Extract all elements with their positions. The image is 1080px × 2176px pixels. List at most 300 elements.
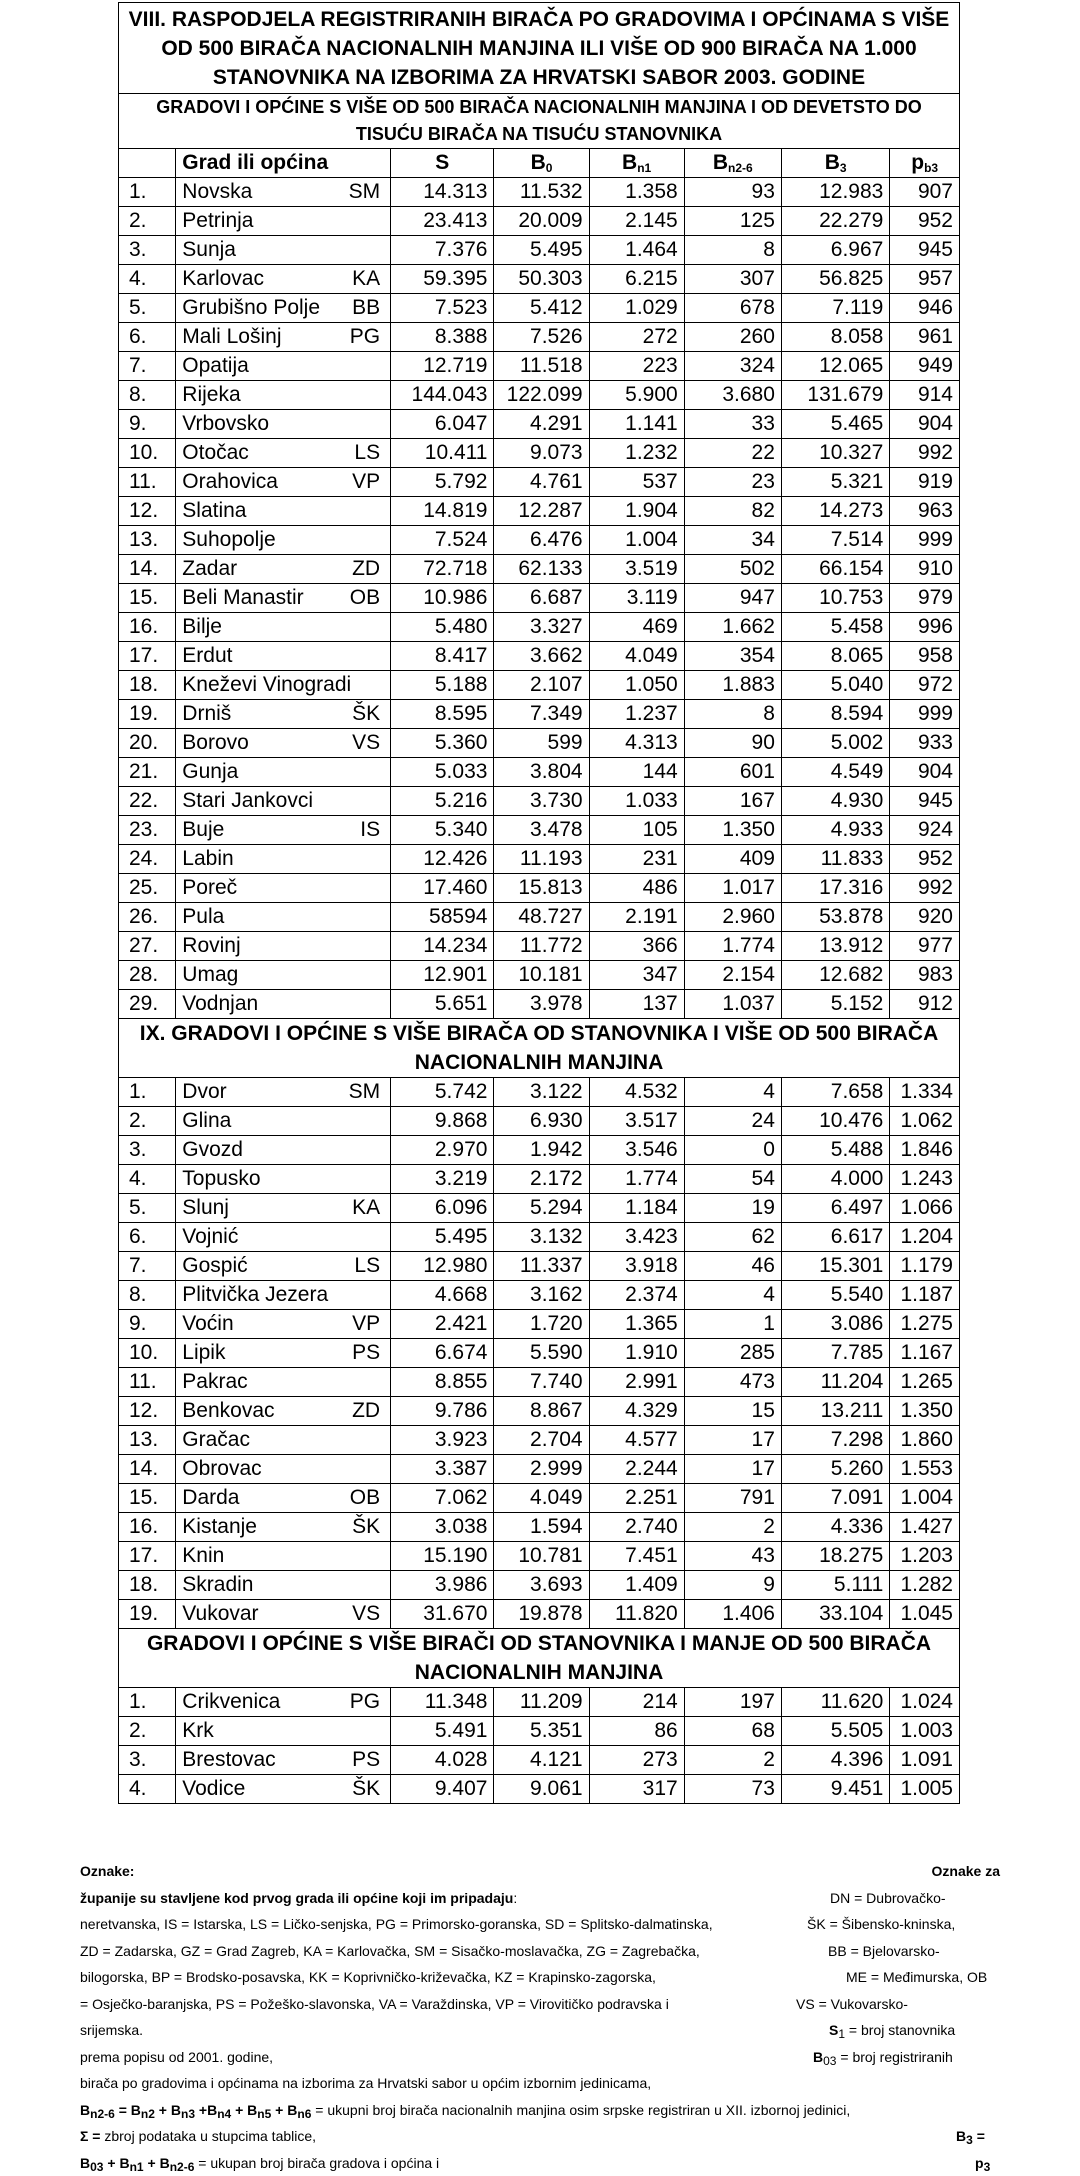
value-b3: 11.620 (781, 1688, 889, 1717)
county-code: BB (329, 294, 390, 323)
table-row (119, 439, 960, 468)
row-number: 6. (119, 1223, 176, 1252)
value-pb3: 1.024 (890, 1688, 960, 1717)
value-pb3: 1.062 (890, 1107, 960, 1136)
value-b0: 9.061 (494, 1775, 589, 1804)
municipality-name: Skradin (176, 1571, 329, 1600)
value-bn26: 2 (684, 1513, 781, 1542)
value-bn1: 2.244 (589, 1455, 684, 1484)
value-bn26: 473 (684, 1368, 781, 1397)
municipality-name: Kneževi Vinogradi (176, 671, 329, 700)
notes-bb: BB = Bjelovarsko- (828, 1938, 940, 1965)
municipality-name: Poreč (176, 874, 329, 903)
row-number: 3. (119, 1136, 176, 1165)
value-pb3: 957 (890, 265, 960, 294)
municipality-name: Stari Jankovci (176, 787, 329, 816)
value-bn26: 33 (684, 410, 781, 439)
value-bn1: 2.991 (589, 1368, 684, 1397)
table-row (119, 555, 960, 584)
value-b0: 2.704 (494, 1426, 589, 1455)
county-code: ZD (329, 555, 390, 584)
municipality-name: Darda (176, 1484, 329, 1513)
value-pb3: 952 (890, 207, 960, 236)
notes-s1: $S_1$ = broj stanovnika (829, 2017, 955, 2044)
table-row (119, 323, 960, 352)
municipality-name: Vodice (176, 1775, 329, 1804)
row-number: 10. (119, 1339, 176, 1368)
county-code (329, 1717, 390, 1746)
value-bn1: 1.910 (589, 1339, 684, 1368)
county-code (329, 1571, 390, 1600)
county-code (329, 1542, 390, 1571)
municipality-name: Vukovar (176, 1600, 329, 1629)
row-number: 8. (119, 381, 176, 410)
value-s: 12.426 (391, 845, 494, 874)
value-s: 144.043 (391, 381, 494, 410)
value-s: 12.719 (391, 352, 494, 381)
value-pb3: 920 (890, 903, 960, 932)
value-bn26: 678 (684, 294, 781, 323)
value-bn26: 285 (684, 1339, 781, 1368)
value-bn1: 4.577 (589, 1426, 684, 1455)
row-number: 17. (119, 642, 176, 671)
value-bn1: 1.774 (589, 1165, 684, 1194)
value-bn26: 324 (684, 352, 781, 381)
value-pb3: 910 (890, 555, 960, 584)
row-number: 18. (119, 671, 176, 700)
value-bn1: 11.820 (589, 1600, 684, 1629)
value-b0: 9.073 (494, 439, 589, 468)
section-2-title: IX. GRADOVI I OPĆINE S VIŠE BIRAČA OD STANOVNIKA I VIŠE OD 500 BIRAČA NACIONALNIH MANJINA (119, 1019, 960, 1078)
value-b3: 22.279 (781, 207, 889, 236)
value-bn26: 19 (684, 1194, 781, 1223)
table-row (119, 584, 960, 613)
value-pb3: 1.846 (890, 1136, 960, 1165)
row-number: 11. (119, 468, 176, 497)
value-pb3: 1.282 (890, 1571, 960, 1600)
county-code (329, 613, 390, 642)
table-row (119, 903, 960, 932)
value-b0: 4.291 (494, 410, 589, 439)
row-number: 16. (119, 1513, 176, 1542)
table-row (119, 468, 960, 497)
county-code: SM (329, 1078, 390, 1107)
row-number: 21. (119, 758, 176, 787)
municipality-name: Petrinja (176, 207, 329, 236)
value-s: 5.188 (391, 671, 494, 700)
value-pb3: 992 (890, 439, 960, 468)
value-pb3: 999 (890, 700, 960, 729)
notes-b03: $B_{03}$ = broj registriranih (813, 2044, 953, 2071)
value-bn1: 1.141 (589, 410, 684, 439)
value-bn26: 1.406 (684, 1600, 781, 1629)
row-number: 1. (119, 1688, 176, 1717)
municipality-name: Topusko (176, 1165, 329, 1194)
municipality-name: Slatina (176, 497, 329, 526)
value-bn26: 2 (684, 1746, 781, 1775)
municipality-name: Grubišno Polje (176, 294, 329, 323)
value-b3: 4.930 (781, 787, 889, 816)
municipality-name: Gvozd (176, 1136, 329, 1165)
value-s: 6.096 (391, 1194, 494, 1223)
value-bn26: 22 (684, 439, 781, 468)
value-s: 7.523 (391, 294, 494, 323)
row-number: 19. (119, 1600, 176, 1629)
value-bn26: 307 (684, 265, 781, 294)
value-pb3: 958 (890, 642, 960, 671)
value-b0: 3.478 (494, 816, 589, 845)
value-bn1: 3.546 (589, 1136, 684, 1165)
value-s: 3.986 (391, 1571, 494, 1600)
value-bn1: 486 (589, 874, 684, 903)
table-row (119, 758, 960, 787)
value-bn26: 3.680 (684, 381, 781, 410)
value-bn1: 2.145 (589, 207, 684, 236)
value-bn1: 1.904 (589, 497, 684, 526)
value-b0: 50.303 (494, 265, 589, 294)
value-bn1: 3.119 (589, 584, 684, 613)
row-number: 17. (119, 1542, 176, 1571)
value-bn1: 4.532 (589, 1078, 684, 1107)
value-b0: 12.287 (494, 497, 589, 526)
value-bn1: 3.918 (589, 1252, 684, 1281)
value-b0: 11.518 (494, 352, 589, 381)
table-row (119, 1542, 960, 1571)
value-bn26: 8 (684, 700, 781, 729)
row-number: 3. (119, 1746, 176, 1775)
row-number: 14. (119, 1455, 176, 1484)
value-b3: 131.679 (781, 381, 889, 410)
notes-line-2: neretvanska, IS = Istarska, LS = Ličko-senjska, PG = Primorsko-goranska, SD = Splitsko-dalmatinska, (80, 1911, 713, 1938)
county-code (329, 990, 390, 1019)
value-b0: 5.412 (494, 294, 589, 323)
value-pb3: 933 (890, 729, 960, 758)
value-s: 8.595 (391, 700, 494, 729)
table-header-row (119, 149, 960, 178)
municipality-name: Beli Manastir (176, 584, 329, 613)
value-pb3: 924 (890, 816, 960, 845)
county-code: VS (329, 729, 390, 758)
table-row (119, 1223, 960, 1252)
municipality-name: Borovo (176, 729, 329, 758)
value-b3: 66.154 (781, 555, 889, 584)
value-bn26: 93 (684, 178, 781, 207)
value-b3: 14.273 (781, 497, 889, 526)
value-s: 5.216 (391, 787, 494, 816)
value-pb3: 999 (890, 526, 960, 555)
table-row (119, 729, 960, 758)
table-row (119, 265, 960, 294)
county-code (329, 1107, 390, 1136)
value-b3: 8.594 (781, 700, 889, 729)
value-b0: 5.495 (494, 236, 589, 265)
table-row (119, 990, 960, 1019)
value-bn26: 17 (684, 1426, 781, 1455)
county-code: ŠK (329, 1513, 390, 1542)
value-bn26: 4 (684, 1281, 781, 1310)
value-b0: 11.532 (494, 178, 589, 207)
municipality-name: Mali Lošinj (176, 323, 329, 352)
county-code (329, 497, 390, 526)
value-b0: 1.594 (494, 1513, 589, 1542)
value-b0: 4.049 (494, 1484, 589, 1513)
value-bn1: 272 (589, 323, 684, 352)
value-bn26: 43 (684, 1542, 781, 1571)
value-bn1: 1.029 (589, 294, 684, 323)
table-row (119, 497, 960, 526)
value-pb3: 919 (890, 468, 960, 497)
row-number: 12. (119, 1397, 176, 1426)
value-b0: 1.720 (494, 1310, 589, 1339)
value-bn26: 1 (684, 1310, 781, 1339)
value-pb3: 1.350 (890, 1397, 960, 1426)
row-number: 26. (119, 903, 176, 932)
table-row (119, 642, 960, 671)
value-b3: 7.091 (781, 1484, 889, 1513)
table-row (119, 1775, 960, 1804)
table-row (119, 961, 960, 990)
header-b0: $B_0$ (494, 149, 589, 178)
table-row (119, 874, 960, 903)
value-bn26: 90 (684, 729, 781, 758)
value-s: 9.868 (391, 1107, 494, 1136)
value-bn1: 2.191 (589, 903, 684, 932)
value-s: 5.742 (391, 1078, 494, 1107)
row-number: 19. (119, 700, 176, 729)
value-bn26: 1.774 (684, 932, 781, 961)
municipality-name: Rovinj (176, 932, 329, 961)
row-number: 5. (119, 1194, 176, 1223)
notes-line-10: Σ = zbroj podataka u stupcima tablice, (80, 2123, 316, 2150)
value-b3: 3.086 (781, 1310, 889, 1339)
county-code: ZD (329, 1397, 390, 1426)
municipality-name: Umag (176, 961, 329, 990)
table-row (119, 1252, 960, 1281)
value-pb3: 1.265 (890, 1368, 960, 1397)
value-bn1: 214 (589, 1688, 684, 1717)
county-code (329, 1368, 390, 1397)
value-b3: 10.327 (781, 439, 889, 468)
table-row (119, 294, 960, 323)
county-code (329, 207, 390, 236)
value-b3: 53.878 (781, 903, 889, 932)
row-number: 28. (119, 961, 176, 990)
table-row (119, 1194, 960, 1223)
value-b0: 15.813 (494, 874, 589, 903)
value-b0: 2.172 (494, 1165, 589, 1194)
value-pb3: 1.179 (890, 1252, 960, 1281)
value-b0: 3.804 (494, 758, 589, 787)
municipality-name: Vodnjan (176, 990, 329, 1019)
value-pb3: 983 (890, 961, 960, 990)
row-number: 4. (119, 1775, 176, 1804)
value-s: 14.234 (391, 932, 494, 961)
value-s: 7.376 (391, 236, 494, 265)
municipality-name: Gračac (176, 1426, 329, 1455)
value-pb3: 945 (890, 236, 960, 265)
value-b0: 5.294 (494, 1194, 589, 1223)
value-s: 8.417 (391, 642, 494, 671)
municipality-name: Lipik (176, 1339, 329, 1368)
value-b3: 10.476 (781, 1107, 889, 1136)
value-s: 2.421 (391, 1310, 494, 1339)
value-bn1: 5.900 (589, 381, 684, 410)
value-s: 72.718 (391, 555, 494, 584)
county-code: OB (329, 584, 390, 613)
municipality-name: Dvor (176, 1078, 329, 1107)
municipality-name: Knin (176, 1542, 329, 1571)
value-s: 14.819 (391, 497, 494, 526)
value-s: 5.491 (391, 1717, 494, 1746)
row-number: 7. (119, 1252, 176, 1281)
value-b3: 5.488 (781, 1136, 889, 1165)
value-bn1: 7.451 (589, 1542, 684, 1571)
value-pb3: 952 (890, 845, 960, 874)
value-bn1: 1.358 (589, 178, 684, 207)
section-1-subtitle: GRADOVI I OPĆINE S VIŠE OD 500 BIRAČA NACIONALNIH MANJINA I OD DEVETSTO DO TISUĆU BIRAČA NA TISUĆU STANOVNIKA (118, 93, 960, 148)
header-s: S (391, 149, 494, 178)
row-number: 12. (119, 497, 176, 526)
value-b3: 10.753 (781, 584, 889, 613)
municipality-name: Suhopolje (176, 526, 329, 555)
value-b3: 5.505 (781, 1717, 889, 1746)
municipality-name: Labin (176, 845, 329, 874)
value-b3: 12.065 (781, 352, 889, 381)
value-b3: 8.058 (781, 323, 889, 352)
county-code (329, 352, 390, 381)
value-pb3: 996 (890, 613, 960, 642)
municipality-name: Karlovac (176, 265, 329, 294)
county-code (329, 236, 390, 265)
value-pb3: 977 (890, 932, 960, 961)
value-bn26: 2.154 (684, 961, 781, 990)
row-number: 11. (119, 1368, 176, 1397)
value-bn26: 34 (684, 526, 781, 555)
value-b0: 10.181 (494, 961, 589, 990)
municipality-name: Pakrac (176, 1368, 329, 1397)
value-pb3: 1.167 (890, 1339, 960, 1368)
county-code: PG (329, 323, 390, 352)
value-b3: 9.451 (781, 1775, 889, 1804)
value-s: 5.480 (391, 613, 494, 642)
value-b0: 7.526 (494, 323, 589, 352)
value-pb3: 1.004 (890, 1484, 960, 1513)
value-s: 6.674 (391, 1339, 494, 1368)
municipality-name: Plitvička Jezera (176, 1281, 329, 1310)
value-bn1: 2.251 (589, 1484, 684, 1513)
notes-line-7: prema popisu od 2001. godine, (80, 2044, 273, 2071)
row-number: 7. (119, 352, 176, 381)
value-b3: 4.933 (781, 816, 889, 845)
municipality-name: Crikvenica (176, 1688, 329, 1717)
table-row (119, 816, 960, 845)
value-pb3: 945 (890, 787, 960, 816)
value-b0: 5.590 (494, 1339, 589, 1368)
value-bn26: 1.350 (684, 816, 781, 845)
table-row (119, 787, 960, 816)
value-bn26: 197 (684, 1688, 781, 1717)
table-row (119, 700, 960, 729)
county-code (329, 1455, 390, 1484)
row-number: 9. (119, 410, 176, 439)
row-number: 29. (119, 990, 176, 1019)
value-pb3: 1.334 (890, 1078, 960, 1107)
county-code: PG (329, 1688, 390, 1717)
value-b3: 6.967 (781, 236, 889, 265)
value-bn26: 1.883 (684, 671, 781, 700)
value-s: 9.407 (391, 1775, 494, 1804)
value-b3: 13.211 (781, 1397, 889, 1426)
notes-line-11: $B_{03} + B_{n1} + B_{n2-6}$ = ukupan broj birača gradova i općina i (80, 2150, 439, 2176)
value-bn1: 1.365 (589, 1310, 684, 1339)
value-bn26: 8 (684, 236, 781, 265)
value-pb3: 1.204 (890, 1223, 960, 1252)
value-s: 5.792 (391, 468, 494, 497)
value-bn1: 137 (589, 990, 684, 1019)
value-pb3: 1.243 (890, 1165, 960, 1194)
table-row (119, 1078, 960, 1107)
row-number: 1. (119, 178, 176, 207)
value-pb3: 1.203 (890, 1542, 960, 1571)
value-b3: 5.152 (781, 990, 889, 1019)
value-s: 23.413 (391, 207, 494, 236)
value-b3: 56.825 (781, 265, 889, 294)
value-pb3: 979 (890, 584, 960, 613)
value-bn1: 4.049 (589, 642, 684, 671)
table-row (119, 1688, 960, 1717)
notes-line-3: ZD = Zadarska, GZ = Grad Zagreb, KA = Karlovačka, SM = Sisačko-moslavačka, ZG = Zagrebačka, (80, 1938, 700, 1965)
table-row (119, 207, 960, 236)
table-row (119, 1165, 960, 1194)
county-code: ŠK (329, 1775, 390, 1804)
value-b3: 5.540 (781, 1281, 889, 1310)
value-bn26: 791 (684, 1484, 781, 1513)
value-bn1: 1.237 (589, 700, 684, 729)
table-row (119, 1397, 960, 1426)
table-row (119, 1107, 960, 1136)
value-b0: 2.999 (494, 1455, 589, 1484)
county-code: VP (329, 1310, 390, 1339)
notes-heading: Oznake: (80, 1858, 134, 1885)
value-pb3: 1.427 (890, 1513, 960, 1542)
value-b0: 1.942 (494, 1136, 589, 1165)
value-s: 4.668 (391, 1281, 494, 1310)
value-b0: 8.867 (494, 1397, 589, 1426)
municipality-name: Opatija (176, 352, 329, 381)
value-pb3: 992 (890, 874, 960, 903)
value-s: 9.786 (391, 1397, 494, 1426)
municipality-name: Erdut (176, 642, 329, 671)
value-s: 7.524 (391, 526, 494, 555)
value-bn1: 223 (589, 352, 684, 381)
value-b0: 3.978 (494, 990, 589, 1019)
county-code (329, 1165, 390, 1194)
value-s: 12.980 (391, 1252, 494, 1281)
table-row (119, 1368, 960, 1397)
value-s: 8.855 (391, 1368, 494, 1397)
value-b3: 5.002 (781, 729, 889, 758)
table-row (119, 381, 960, 410)
value-b0: 3.162 (494, 1281, 589, 1310)
municipality-name: Krk (176, 1717, 329, 1746)
municipality-name: Voćin (176, 1310, 329, 1339)
value-bn1: 3.519 (589, 555, 684, 584)
row-number: 16. (119, 613, 176, 642)
row-number: 4. (119, 265, 176, 294)
notes-line-8: birača po gradovima i općinama na izborima za Hrvatski sabor u općim izbornim jedinicama, (80, 2070, 651, 2097)
row-number: 18. (119, 1571, 176, 1600)
county-code (329, 1281, 390, 1310)
